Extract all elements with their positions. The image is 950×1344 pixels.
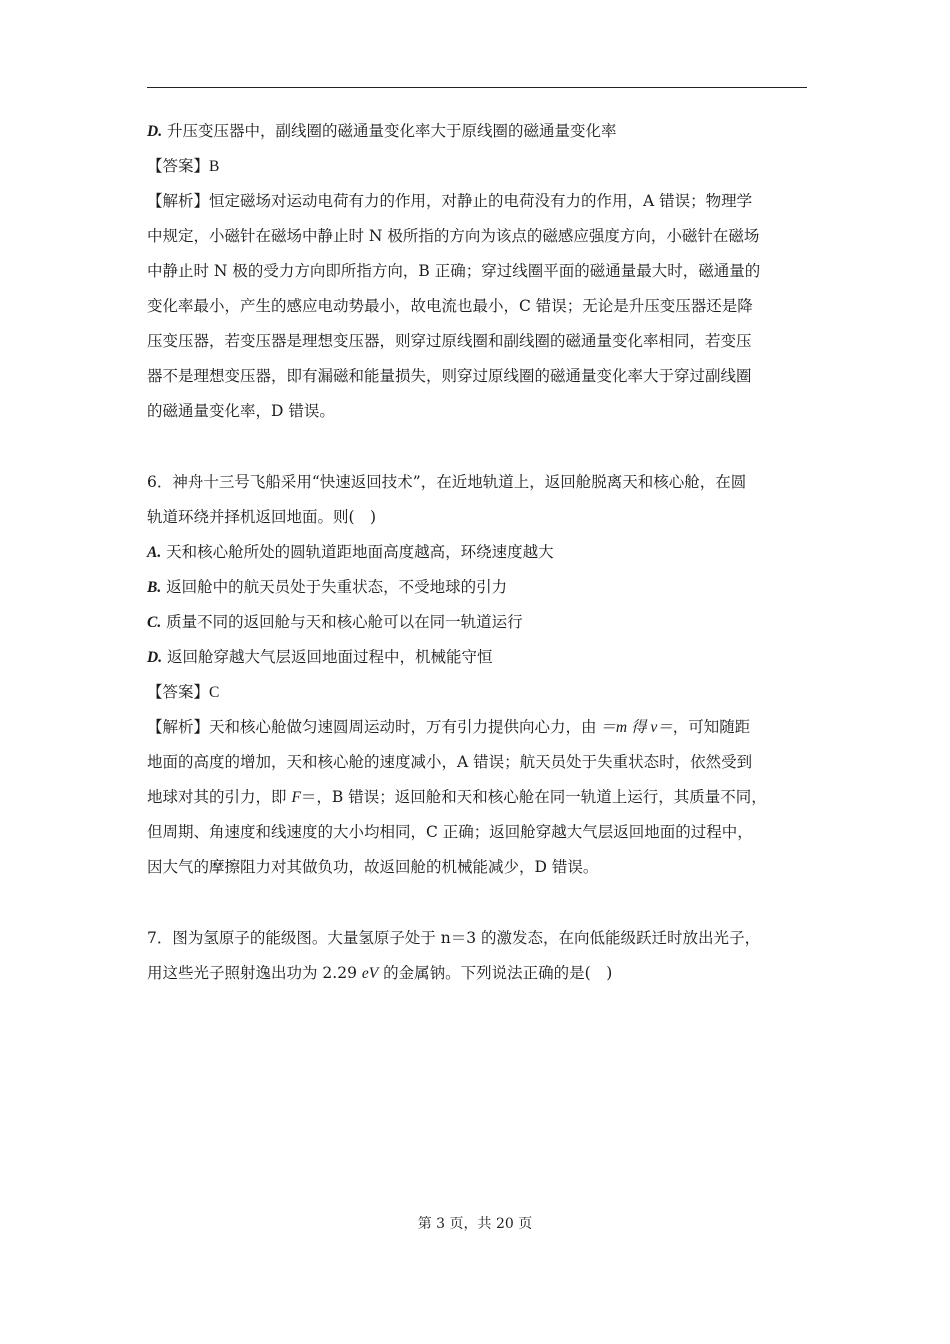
question-gap [147, 885, 817, 921]
q5-analysis-line: 压变压器，若变压器是理想变压器，则穿过原线圈和副线圈的磁通量变化率相同，若变压 [147, 332, 752, 350]
q5-analysis-line: 变化率最小，产生的感应电动势最小，故电流也最小，C 错误；无论是升压变压器还是降 [147, 297, 753, 315]
header-rule [147, 87, 807, 88]
formula: ＝m 得 v＝ [596, 719, 673, 736]
page-content [147, 114, 817, 991]
q5-analysis-line: 的磁通量变化率，D 错误。 [147, 402, 335, 420]
option-letter: A [147, 544, 158, 561]
q5-answer [147, 149, 817, 184]
analysis-label: 【解析】 [147, 192, 210, 210]
answer-value: B [209, 158, 220, 175]
q6-option-d: D. 返回舱穿越大气层返回地面过程中，机械能守恒 [147, 648, 493, 666]
q6-analysis-line: 地面的高度的增加，天和核心舱的速度减小，A 错误；航天员处于失重状态时，依然受到 [147, 753, 753, 771]
option-text: 质量不同的返回舱与天和核心舱可以在同一轨道运行 [166, 613, 523, 631]
q6-answer [147, 675, 817, 710]
answer-label: 【答案】 [147, 157, 210, 175]
q6-analysis-line: 【解析】天和核心舱做匀速圆周运动时，万有引力提供向心力，由 ＝m 得 v＝，可知随距 [147, 718, 751, 736]
option-letter: B [147, 579, 158, 596]
q6-analysis-line: 地球对其的引力，即 F＝，B 错误；返回舱和天和核心舱在同一轨道上运行，其质量不同， [147, 788, 767, 806]
q6-analysis-line: 但周期、角速度和线速度的大小均相同，C 正确；返回舱穿越大气层返回地面的过程中， [147, 823, 753, 841]
q6-option-b: B. 返回舱中的航天员处于失重状态，不受地球的引力 [147, 578, 508, 596]
option-letter: D [147, 123, 159, 140]
q5-analysis-line: 中规定，小磁针在磁场中静止时 N 极所指的方向为该点的磁感应强度方向，小磁针在磁场 [147, 227, 760, 245]
option-letter: D [147, 649, 159, 666]
q6-option-c: C. 质量不同的返回舱与天和核心舱可以在同一轨道运行 [147, 613, 523, 631]
option-letter: C [147, 614, 158, 631]
q7-stem-line: 用这些光子照射逸出功为 2.29 eV 的金属钠。下列说法正确的是( ) [147, 964, 613, 982]
answer-label: 【答案】 [147, 683, 210, 701]
analysis-label: 【解析】 [147, 718, 210, 736]
q5-analysis-line: 中静止时 N 极的受力方向即所指方向，B 正确；穿过线圈平面的磁通量最大时，磁通量的 [147, 262, 761, 280]
q7-stem-line: 7．图为氢原子的能级图。大量氢原子处于 n＝3 的激发态，在向低能级跃迁时放出光子， [147, 929, 761, 947]
q6-analysis-line: 因大气的摩擦阻力对其做负功，故返回舱的机械能减少，D 错误。 [147, 858, 599, 876]
page-number: 第 3 页，共 20 页 [417, 1216, 533, 1232]
formula: F [291, 789, 301, 806]
option-text: 返回舱穿越大气层返回地面过程中，机械能守恒 [167, 648, 493, 666]
q6-stem-line: 轨道环绕并择机返回地面。则( ) [147, 508, 377, 526]
option-text: 天和核心舱所处的圆轨道距地面高度越高，环绕速度越大 [166, 543, 554, 561]
q5-option-d: D. 升压变压器中，副线圈的磁通量变化率大于原线圈的磁通量变化率 [147, 122, 617, 140]
answer-value: C [209, 684, 220, 701]
unit: eV [361, 965, 379, 982]
q5-analysis-line: 【解析】恒定磁场对运动电荷有力的作用，对静止的电荷没有力的作用，A 错误；物理学 [147, 192, 753, 210]
q6-stem-line: 6．神舟十三号飞船采用“快速返回技术”，在近地轨道上，返回舱脱离天和核心舱，在圆 [147, 473, 747, 491]
q6-option-a: A. 天和核心舱所处的圆轨道距地面高度越高，环绕速度越大 [147, 543, 554, 561]
q5-analysis-line: 器不是理想变压器，即有漏磁和能量损失，则穿过原线圈的磁通量变化率大于穿过副线圈 [147, 367, 752, 385]
option-text: 返回舱中的航天员处于失重状态，不受地球的引力 [166, 578, 508, 596]
option-text: 升压变压器中，副线圈的磁通量变化率大于原线圈的磁通量变化率 [167, 122, 617, 140]
question-gap [147, 429, 817, 465]
